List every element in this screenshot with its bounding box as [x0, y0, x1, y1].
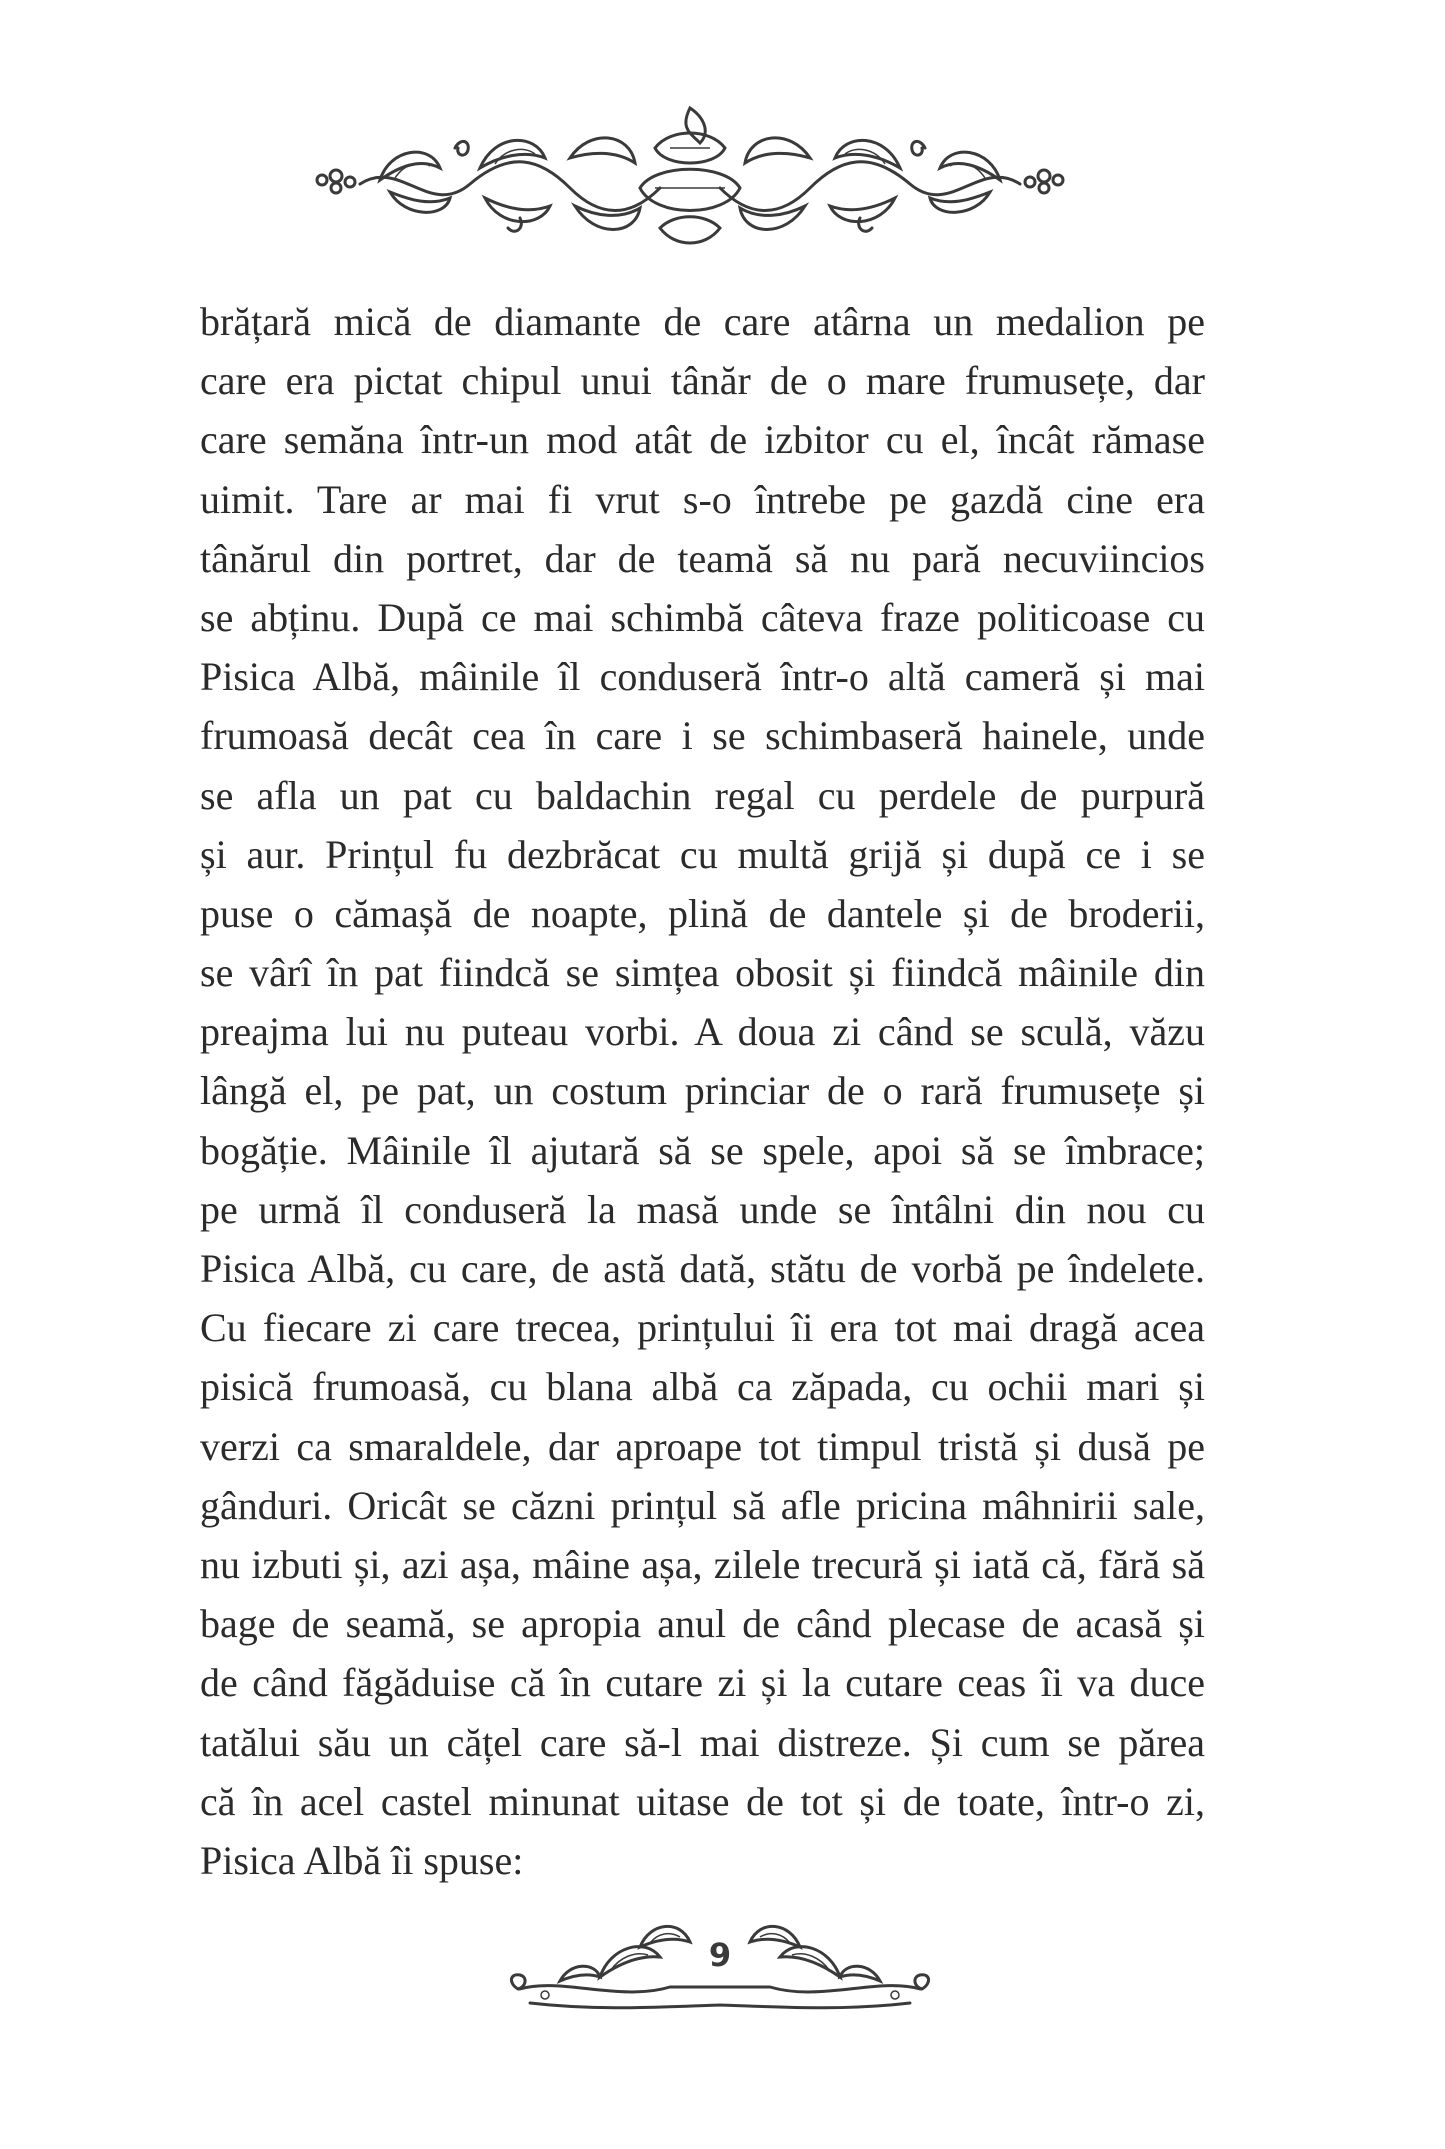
text-line: se afla un pat cu baldachin regal cu perdele de purpură [200, 772, 1205, 818]
text-line: bage de seamă, se apropia anul de când plecase de acasă și [200, 1601, 1205, 1647]
text-line: frumoasă decât cea în care i se schimbaseră hainele, unde [200, 713, 1205, 759]
text-line: uimit. Tare ar mai fi vrut s-o întrebe pe gazdă cine era [200, 476, 1205, 522]
text-line: că în acel castel minunat uitase de tot și de toate, într-o zi, [200, 1778, 1205, 1824]
text-line: Pisica Albă îi spuse: [200, 1837, 524, 1883]
text-line: se vârî în pat fiindcă se simțea obosit și fiindcă mâinile din [200, 950, 1205, 996]
text-line: brățară mică de diamante de care atârna un medalion pe [200, 299, 1205, 344]
text-line: nu izbuti și, azi așa, mâine așa, zilele trecură și iată că, fără să [200, 1541, 1205, 1587]
text-line: Pisica Albă, mâinile îl conduseră într-o altă cameră și mai [200, 654, 1205, 700]
text-line: care era pictat chipul unui tânăr de o mare frumusețe, dar [200, 358, 1205, 404]
text-line: tatălui său un cățel care să-l mai distreze. Și cum se părea [200, 1719, 1205, 1765]
text-line: bogăție. Mâinile îl ajutară să se spele, apoi să se îmbrace; [200, 1127, 1205, 1173]
page-number: 9 [708, 1936, 732, 1974]
text-line: puse o cămașă de noapte, plină de dantele și de broderii, [200, 890, 1205, 936]
text-line: Pisica Albă, cu care, de astă dată, stătu de vorbă pe îndelete. [200, 1246, 1205, 1291]
text-line: se abținu. După ce mai schimbă câteva fraze politicoase cu [200, 594, 1205, 640]
text-line: Cu fiecare zi care trecea, prințului îi era tot mai dragă acea [200, 1305, 1205, 1351]
text-line: preajma lui nu puteau vorbi. A doua zi când se sculă, văzu [200, 1009, 1205, 1055]
text-line: pe urmă îl conduseră la masă unde se întâlni din nou cu [200, 1186, 1205, 1232]
top-floral-ornament-icon [310, 88, 1070, 258]
text-line: tânărul din portret, dar de teamă să nu pară necuviincios [200, 535, 1205, 581]
text-line: de când făgăduise că în cutare zi și la cutare ceas îi va duce [200, 1660, 1205, 1706]
text-line: care semăna într-un mod atât de izbitor cu el, încât rămase [200, 417, 1205, 463]
text-line: lângă el, pe pat, un costum princiar de o rară frumusețe și [200, 1068, 1205, 1114]
text-line: verzi ca smaraldele, dar aproape tot timpul tristă și dusă pe [200, 1423, 1205, 1469]
text-line: gânduri. Oricât se căzni prințul să afle pricina mâhnirii sale, [200, 1482, 1205, 1528]
body-text [200, 292, 1205, 1890]
text-line: pisică frumoasă, cu blana albă ca zăpada, cu ochii mari și [200, 1364, 1205, 1410]
text-line: și aur. Prințul fu dezbrăcat cu multă grijă și după ce i se [200, 831, 1205, 877]
